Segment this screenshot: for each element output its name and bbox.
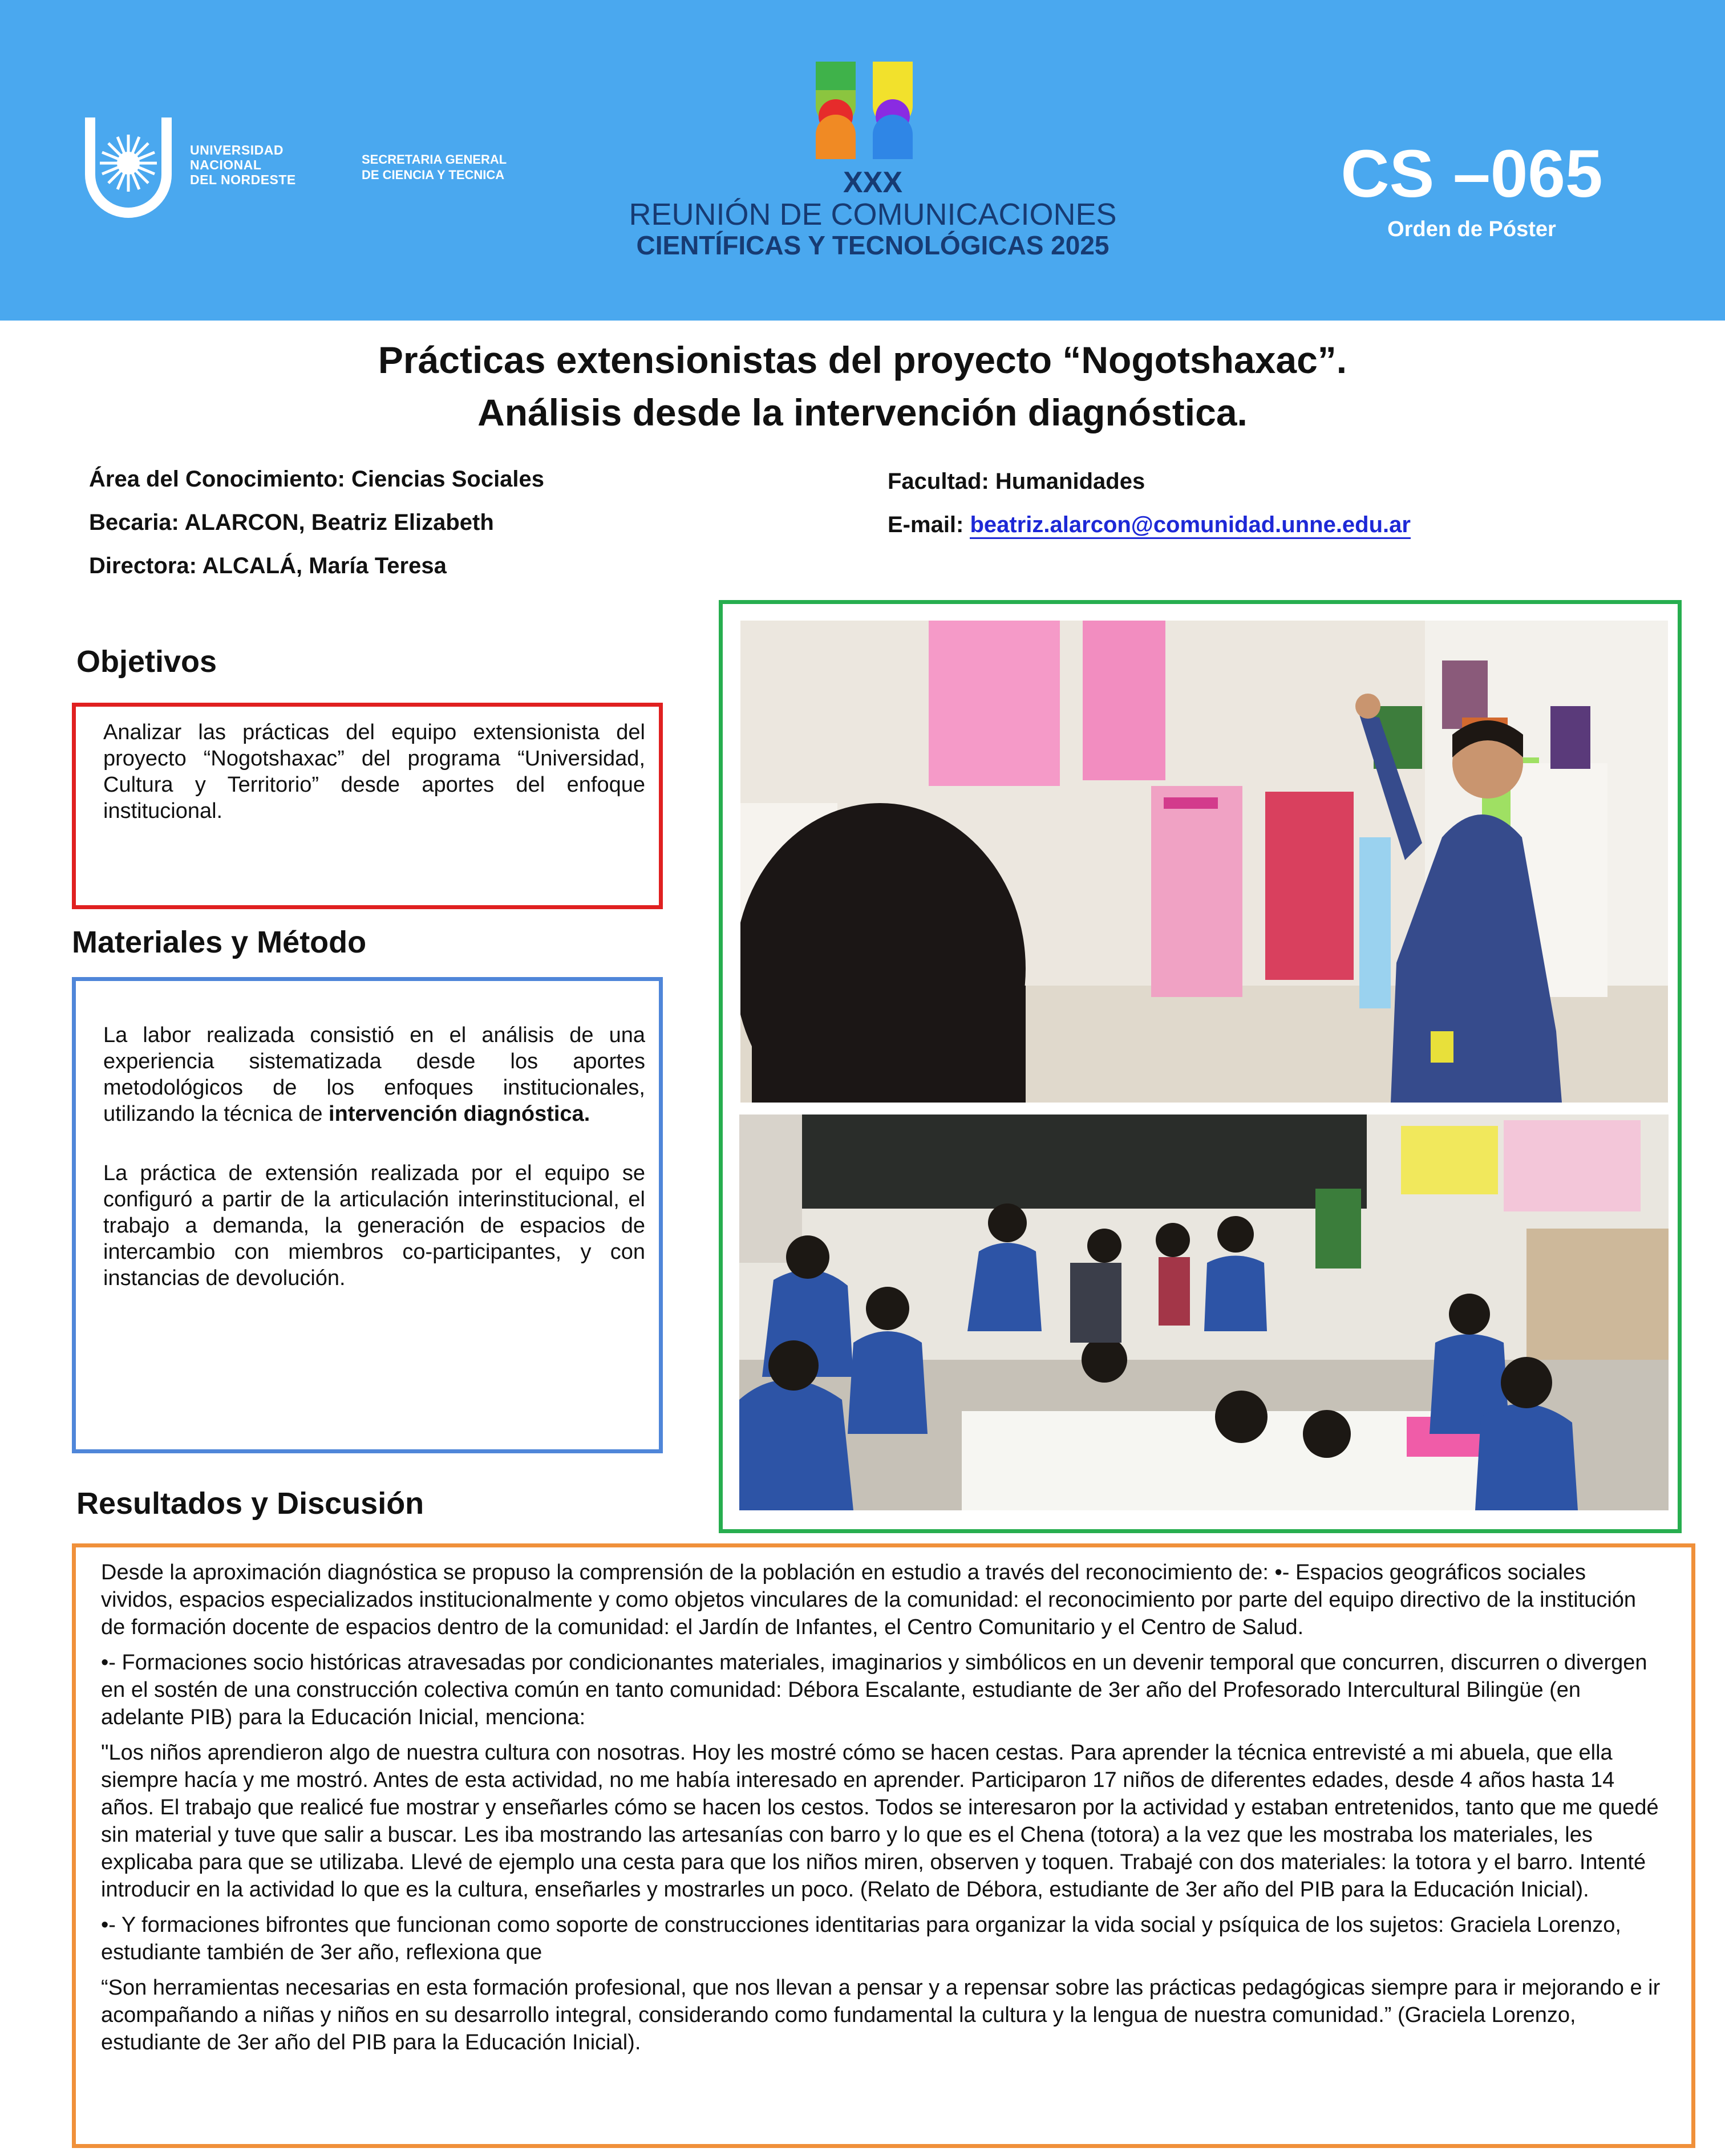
resultados-p5: “Son herramientas necesarias en esta formación profesional, que nos llevan a pensar y a repensar sobre las prácticas pedagógicas siempre para ir mejorando e ir acompañando a niñas y niños en su desarrollo integral, considerando como fundamental la cultura y la lengua de nuestra comunidad.” (Graciela Lorenzo, estudiante de 3er año del PIB para la Educación Inicial). bbox=[101, 1976, 1661, 2054]
resultados-heading: Resultados y Discusión bbox=[76, 1486, 424, 1521]
area-field: Área del Conocimiento: Ciencias Sociales bbox=[89, 467, 545, 492]
resultados-box bbox=[72, 1543, 1695, 2148]
classroom-photo-circle bbox=[739, 1115, 1669, 1510]
reunion-number: XXX bbox=[843, 166, 903, 199]
resultados-p4: •- Y formaciones bifrontes que funcionan como soporte de construcciones identitarias para organizar la vida social y psíquica de los sujetos: Graciela Lorenzo, estudiante también de 3er año, reflexiona que bbox=[101, 1913, 1621, 1964]
university-name: UNIVERSIDAD NACIONAL DEL NORDESTE bbox=[190, 143, 296, 187]
materiales-p1-intro: La labor realizada consistió en el análisis de una experiencia sistematizada desde los aportes metodológicos de los enfoques institucionales, utilizando la técnica de bbox=[103, 1023, 645, 1126]
objetivos-text: Analizar las prácticas del equipo extensionista del proyecto “Nogotshaxac” del programa “Universidad, Cultura y Territorio” desde aportes del enfoque institucional. bbox=[103, 720, 645, 823]
materiales-p2: La práctica de extensión realizada por el equipo se configuró a partir de la articulación interinstitucional, el trabajo a demanda, la generación de espacios de intercambio con miembros co-participantes, y con instancias de devolución. bbox=[103, 1161, 645, 1290]
unne-logo bbox=[80, 112, 177, 226]
materiales-p1-bold: intervención diagnóstica. bbox=[329, 1102, 590, 1126]
reunion-logo bbox=[813, 60, 916, 160]
materiales-box bbox=[72, 977, 663, 1453]
resultados-p1: Desde la aproximación diagnóstica se propuso la comprensión de la población en estudio a través del reconocimiento de: •- Espacios geográficos sociales vividos, espacios especializados institucionalmente y como objetos vinculares de la comunidad: el reconocimiento por parte del equipo directivo de la institución de formación docente de espacios dentro de la comunidad: el Jardín de Infantes, el Centro Comunitario y el Centro de Salud. bbox=[101, 1561, 1637, 1639]
becaria-field: Becaria: ALARCON, Beatriz Elizabeth bbox=[89, 510, 494, 535]
materiales-p1 bbox=[103, 1022, 645, 1127]
secretaria-name: SECRETARIA GENERAL DE CIENCIA Y TECNICA bbox=[362, 152, 507, 182]
poster-code: CS –065 bbox=[1341, 136, 1603, 212]
classroom-photo-speaker bbox=[740, 621, 1668, 1103]
facultad-field: Facultad: Humanidades bbox=[888, 469, 1145, 494]
email-label: E-mail: bbox=[888, 512, 964, 537]
reunion-title-line2: CIENTÍFICAS Y TECNOLÓGICAS 2025 bbox=[636, 230, 1109, 260]
poster-title-line2: Análisis desde la intervención diagnóstica. bbox=[477, 391, 1248, 433]
resultados-p2: •- Formaciones socio históricas atravesadas por condicionantes materiales, imaginarios y simbólicos en un devenir temporal que concurren, discurren o divergen en el sostén de una construcción colectiva común en tanto comunidad: Débora Escalante, estudiante de 3er año del Profesorado Intercultural Bilingüe (en adelante PIB) para la Educación Inicial, menciona: bbox=[101, 1651, 1647, 1729]
resultados-body bbox=[101, 1559, 1664, 2064]
email-field bbox=[888, 511, 1411, 538]
objetivos-heading: Objetivos bbox=[76, 645, 217, 679]
poster-order-label: Orden de Póster bbox=[1387, 217, 1556, 241]
resultados-p3: "Los niños aprendieron algo de nuestra cultura con nosotras. Hoy les mostré cómo se hacen cestas. Para aprender la técnica entrevisté a mi abuela, que ella siempre hacía y me mostró. Antes de esta actividad, no me había interesado en aprender. Participaron 17 niños de diferentes edades, desde 4 años hasta 14 años. El trabajo que realicé fue mostrar y enseñarles cómo se hacen los cestos. Todos se interesaron por la actividad y estaban entretenidos, tanto que me quedé sin material y tuve que salir a buscar. Les iba mostrando las artesanías con barro y lo que es el Chena (totora) a la vez que les mostraba los materiales, les explicaba para que se utilizaba. Llevé de ejemplo una cesta para que los niños miren, observen y toquen. Trabajé con dos materiales: la totora y el barro. Intenté introducir en la actividad lo que es la cultura, enseñarles y mostrarles un poco. (Relato de Débora, estudiante de 3er año del PIB para la Educación Inicial). bbox=[101, 1741, 1659, 1902]
poster-title-line1: Prácticas extensionistas del proyecto “Nogotshaxac”. bbox=[378, 339, 1347, 381]
reunion-title-line1: REUNIÓN DE COMUNICACIONES bbox=[629, 197, 1117, 232]
objetivos-box bbox=[72, 703, 663, 909]
email-link[interactable]: beatriz.alarcon@comunidad.unne.edu.ar bbox=[970, 512, 1410, 539]
materiales-heading: Materiales y Método bbox=[72, 925, 367, 959]
directora-field: Directora: ALCALÁ, María Teresa bbox=[89, 553, 447, 578]
